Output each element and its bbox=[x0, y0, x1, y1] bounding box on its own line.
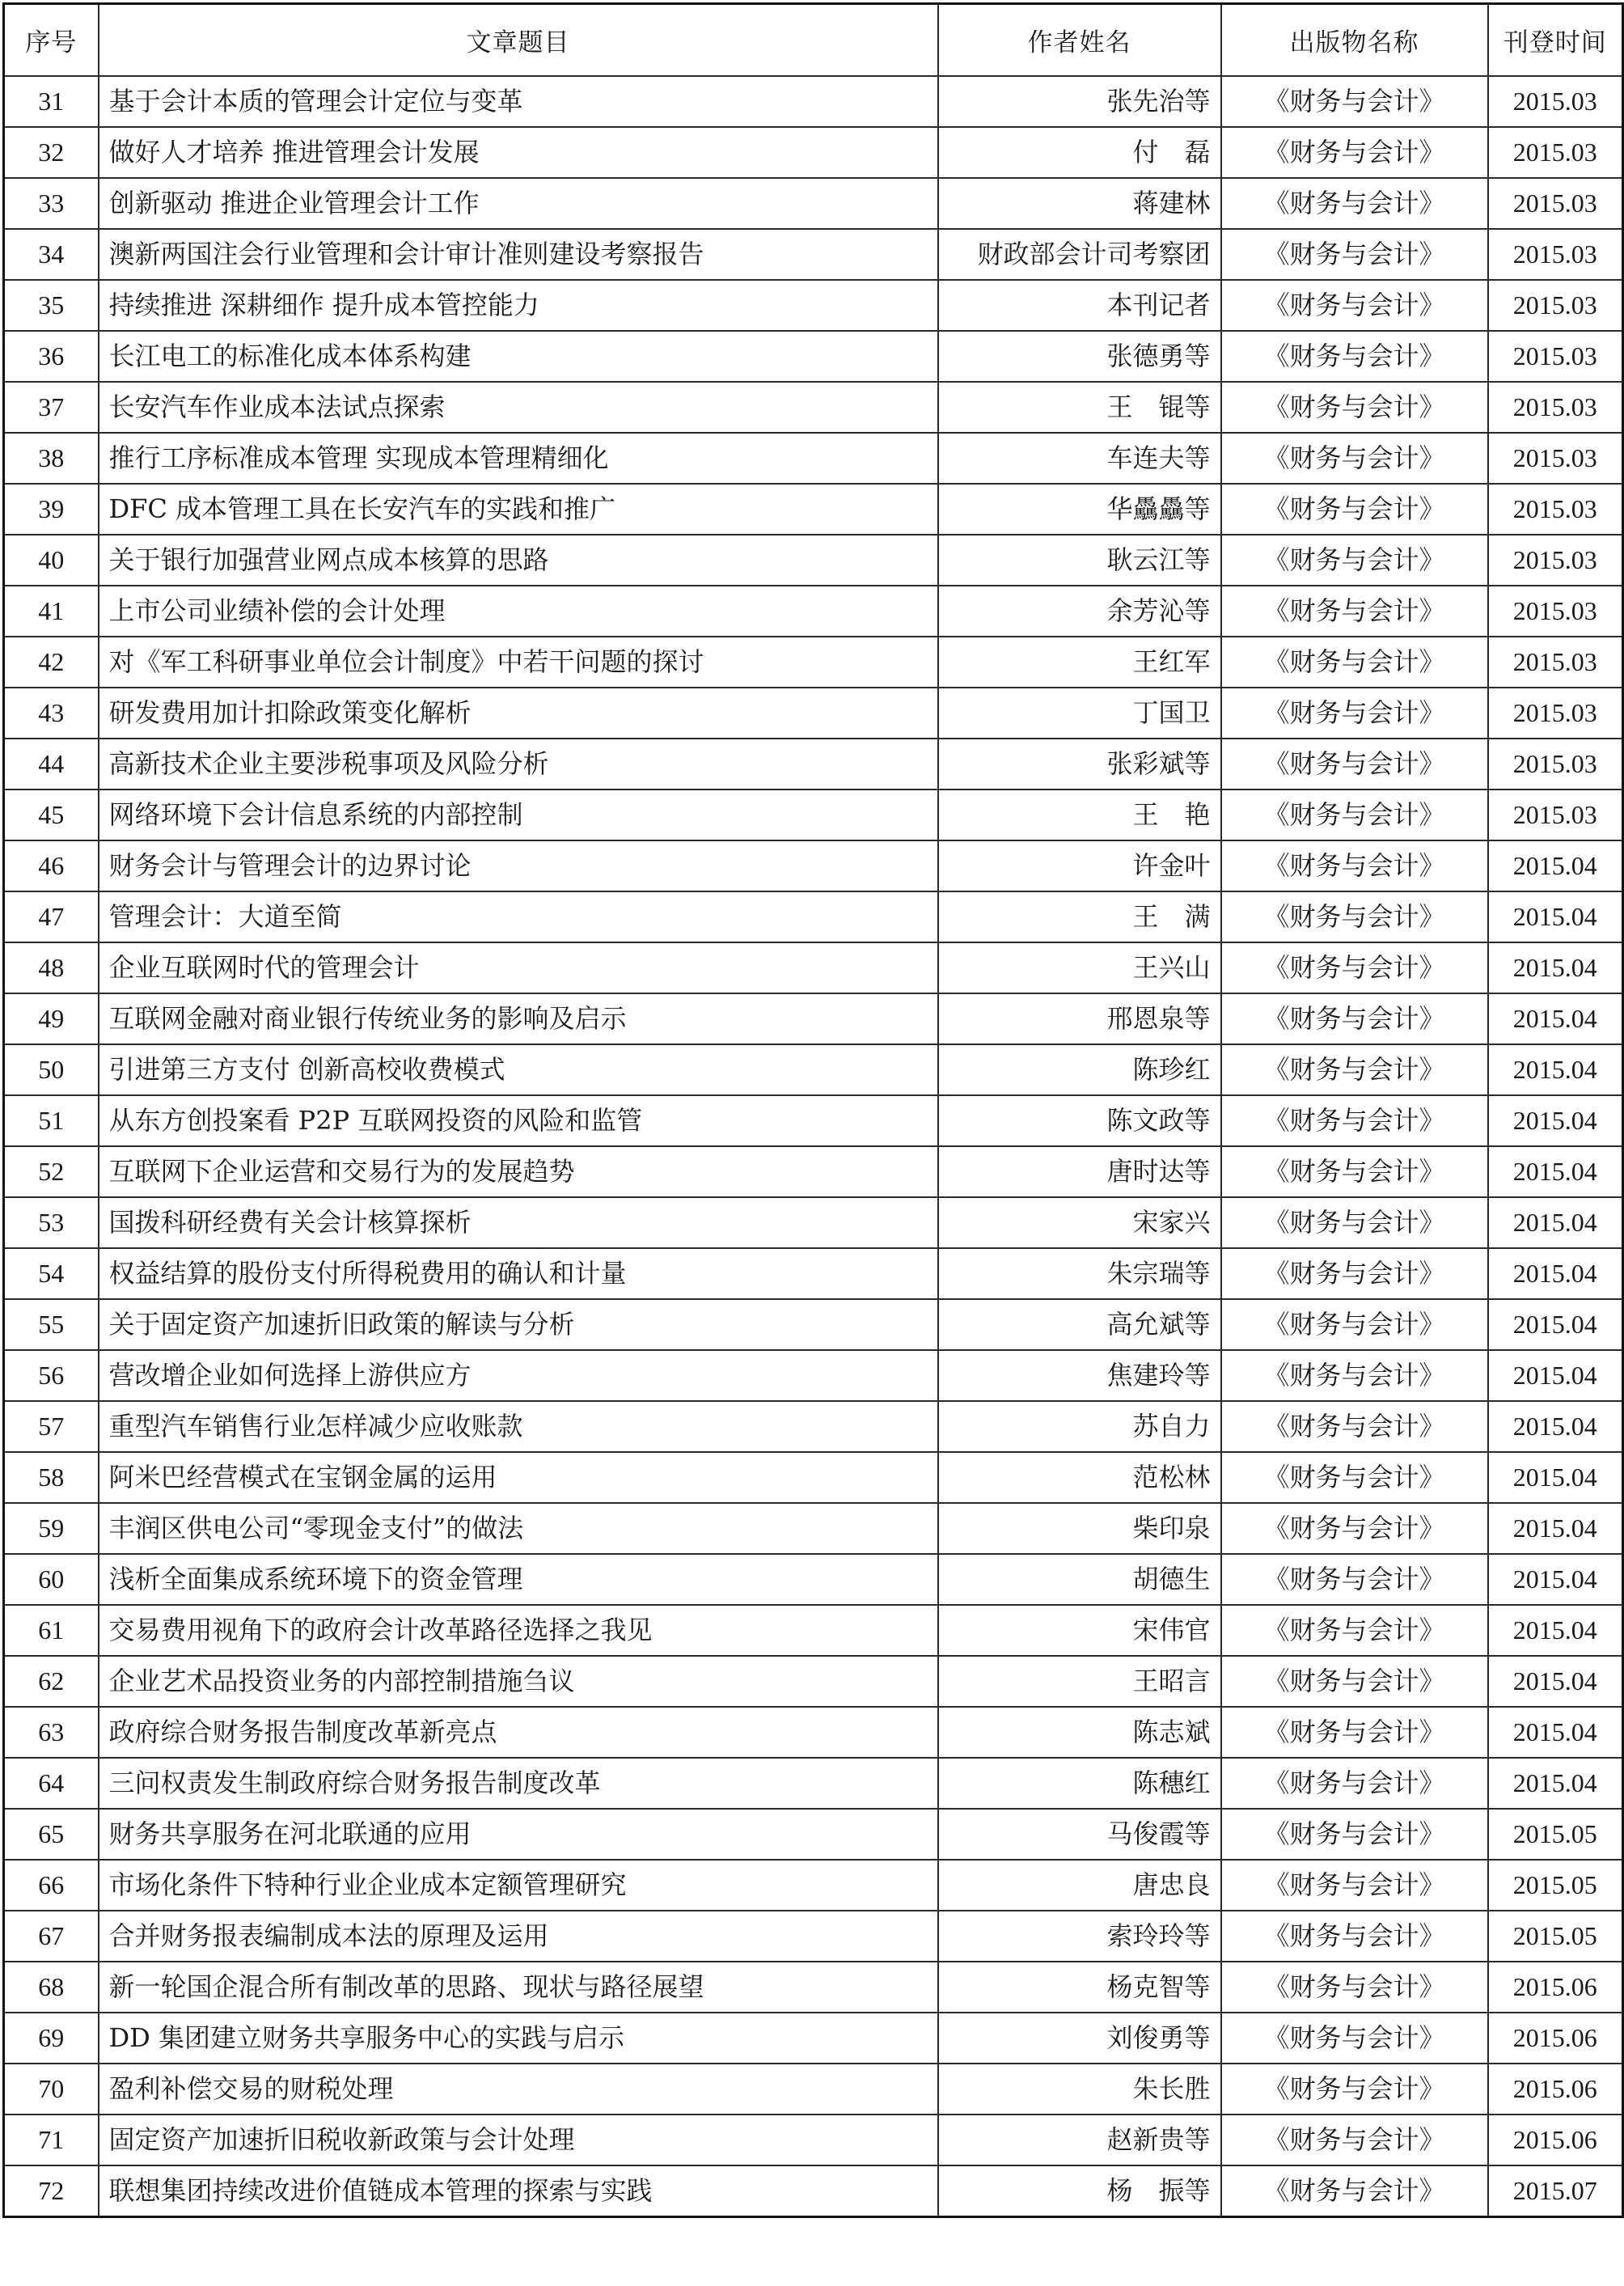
publication-name: 《财务与会计》 bbox=[1221, 1707, 1488, 1758]
publish-date: 2015.03 bbox=[1488, 331, 1623, 382]
row-number: 40 bbox=[4, 535, 99, 586]
row-number: 68 bbox=[4, 1962, 99, 2013]
article-table bbox=[2, 2, 1624, 2218]
row-number: 36 bbox=[4, 331, 99, 382]
row-number: 72 bbox=[4, 2165, 99, 2217]
author-name: 马俊霞等 bbox=[938, 1809, 1221, 1860]
author-name: 宋伟官 bbox=[938, 1605, 1221, 1656]
author-name: 赵新贵等 bbox=[938, 2115, 1221, 2165]
table-row bbox=[4, 2013, 1623, 2064]
publish-date: 2015.03 bbox=[1488, 790, 1623, 840]
publish-date: 2015.03 bbox=[1488, 127, 1623, 178]
row-number: 43 bbox=[4, 688, 99, 739]
author-name: 王红军 bbox=[938, 637, 1221, 688]
row-number: 53 bbox=[4, 1197, 99, 1248]
table-row bbox=[4, 76, 1623, 127]
article-title: 对《军工科研事业单位会计制度》中若干问题的探讨 bbox=[99, 637, 938, 688]
publish-date: 2015.04 bbox=[1488, 1044, 1623, 1095]
author-name: 杨 振等 bbox=[938, 2165, 1221, 2217]
table-row bbox=[4, 1350, 1623, 1401]
table-row bbox=[4, 433, 1623, 484]
author-name: 王昭言 bbox=[938, 1656, 1221, 1707]
publish-date: 2015.05 bbox=[1488, 1911, 1623, 1962]
article-title: 盈利补偿交易的财税处理 bbox=[99, 2064, 938, 2115]
publish-date: 2015.04 bbox=[1488, 1707, 1623, 1758]
article-title: 关于固定资产加速折旧政策的解读与分析 bbox=[99, 1299, 938, 1350]
article-title: 基于会计本质的管理会计定位与变革 bbox=[99, 76, 938, 127]
author-name: 耿云江等 bbox=[938, 535, 1221, 586]
row-number: 66 bbox=[4, 1860, 99, 1911]
article-title: 三问权责发生制政府综合财务报告制度改革 bbox=[99, 1758, 938, 1809]
publish-date: 2015.04 bbox=[1488, 1095, 1623, 1146]
publication-name: 《财务与会计》 bbox=[1221, 382, 1488, 433]
article-title: 国拨科研经费有关会计核算探析 bbox=[99, 1197, 938, 1248]
author-name: 张彩斌等 bbox=[938, 739, 1221, 790]
table-row bbox=[4, 790, 1623, 840]
row-number: 32 bbox=[4, 127, 99, 178]
table-row bbox=[4, 688, 1623, 739]
table-body bbox=[4, 76, 1623, 2217]
row-number: 59 bbox=[4, 1503, 99, 1554]
table-row bbox=[4, 1095, 1623, 1146]
author-name: 丁国卫 bbox=[938, 688, 1221, 739]
publication-name: 《财务与会计》 bbox=[1221, 1248, 1488, 1299]
author-name: 王兴山 bbox=[938, 942, 1221, 993]
table-row bbox=[4, 2115, 1623, 2165]
row-number: 41 bbox=[4, 586, 99, 637]
article-title: 政府综合财务报告制度改革新亮点 bbox=[99, 1707, 938, 1758]
publication-name: 《财务与会计》 bbox=[1221, 1350, 1488, 1401]
row-number: 60 bbox=[4, 1554, 99, 1605]
table-row bbox=[4, 2165, 1623, 2217]
row-number: 42 bbox=[4, 637, 99, 688]
table-row bbox=[4, 993, 1623, 1044]
table-row bbox=[4, 331, 1623, 382]
row-number: 62 bbox=[4, 1656, 99, 1707]
row-number: 54 bbox=[4, 1248, 99, 1299]
publication-name: 《财务与会计》 bbox=[1221, 1299, 1488, 1350]
publication-name: 《财务与会计》 bbox=[1221, 178, 1488, 229]
row-number: 33 bbox=[4, 178, 99, 229]
article-title: 阿米巴经营模式在宝钢金属的运用 bbox=[99, 1452, 938, 1503]
publish-date: 2015.05 bbox=[1488, 1860, 1623, 1911]
article-title: 澳新两国注会行业管理和会计审计准则建设考察报告 bbox=[99, 229, 938, 280]
row-number: 39 bbox=[4, 484, 99, 535]
publish-date: 2015.03 bbox=[1488, 586, 1623, 637]
publish-date: 2015.04 bbox=[1488, 993, 1623, 1044]
publication-name: 《财务与会计》 bbox=[1221, 2064, 1488, 2115]
article-title: 长江电工的标准化成本体系构建 bbox=[99, 331, 938, 382]
article-title: 高新技术企业主要涉税事项及风险分析 bbox=[99, 739, 938, 790]
author-name: 唐时达等 bbox=[938, 1146, 1221, 1197]
article-title: 网络环境下会计信息系统的内部控制 bbox=[99, 790, 938, 840]
article-title: DD 集团建立财务共享服务中心的实践与启示 bbox=[99, 2013, 938, 2064]
table-row bbox=[4, 1656, 1623, 1707]
table-row bbox=[4, 637, 1623, 688]
table-header bbox=[4, 4, 1623, 77]
article-title: 创新驱动 推进企业管理会计工作 bbox=[99, 178, 938, 229]
row-number: 58 bbox=[4, 1452, 99, 1503]
table-row bbox=[4, 840, 1623, 891]
article-title: 互联网下企业运营和交易行为的发展趋势 bbox=[99, 1146, 938, 1197]
author-name: 宋家兴 bbox=[938, 1197, 1221, 1248]
publish-date: 2015.04 bbox=[1488, 1146, 1623, 1197]
col-header-publication: 出版物名称 bbox=[1221, 4, 1488, 77]
article-title: 从东方创投案看 P2P 互联网投资的风险和监管 bbox=[99, 1095, 938, 1146]
row-number: 37 bbox=[4, 382, 99, 433]
article-title: 关于银行加强营业网点成本核算的思路 bbox=[99, 535, 938, 586]
publish-date: 2015.04 bbox=[1488, 840, 1623, 891]
article-title: 浅析全面集成系统环境下的资金管理 bbox=[99, 1554, 938, 1605]
publication-name: 《财务与会计》 bbox=[1221, 1197, 1488, 1248]
author-name: 张德勇等 bbox=[938, 331, 1221, 382]
table-row bbox=[4, 1044, 1623, 1095]
publish-date: 2015.07 bbox=[1488, 2165, 1623, 2217]
table-row bbox=[4, 586, 1623, 637]
publish-date: 2015.06 bbox=[1488, 1962, 1623, 2013]
col-header-author: 作者姓名 bbox=[938, 4, 1221, 77]
publication-name: 《财务与会计》 bbox=[1221, 637, 1488, 688]
publication-name: 《财务与会计》 bbox=[1221, 1146, 1488, 1197]
publish-date: 2015.04 bbox=[1488, 1350, 1623, 1401]
publication-name: 《财务与会计》 bbox=[1221, 1503, 1488, 1554]
article-title: 引进第三方支付 创新高校收费模式 bbox=[99, 1044, 938, 1095]
author-name: 许金叶 bbox=[938, 840, 1221, 891]
article-title: DFC 成本管理工具在长安汽车的实践和推广 bbox=[99, 484, 938, 535]
publication-name: 《财务与会计》 bbox=[1221, 229, 1488, 280]
publish-date: 2015.04 bbox=[1488, 1299, 1623, 1350]
row-number: 46 bbox=[4, 840, 99, 891]
author-name: 余芳沁等 bbox=[938, 586, 1221, 637]
publication-name: 《财务与会计》 bbox=[1221, 433, 1488, 484]
publish-date: 2015.03 bbox=[1488, 76, 1623, 127]
author-name: 蒋建林 bbox=[938, 178, 1221, 229]
article-title: 合并财务报表编制成本法的原理及运用 bbox=[99, 1911, 938, 1962]
table-row bbox=[4, 1503, 1623, 1554]
publication-name: 《财务与会计》 bbox=[1221, 76, 1488, 127]
publish-date: 2015.03 bbox=[1488, 637, 1623, 688]
table-row bbox=[4, 1452, 1623, 1503]
publish-date: 2015.04 bbox=[1488, 1401, 1623, 1452]
row-number: 71 bbox=[4, 2115, 99, 2165]
row-number: 70 bbox=[4, 2064, 99, 2115]
publication-name: 《财务与会计》 bbox=[1221, 739, 1488, 790]
table-row bbox=[4, 1299, 1623, 1350]
row-number: 44 bbox=[4, 739, 99, 790]
publication-name: 《财务与会计》 bbox=[1221, 840, 1488, 891]
publication-name: 《财务与会计》 bbox=[1221, 586, 1488, 637]
row-number: 69 bbox=[4, 2013, 99, 2064]
table-row bbox=[4, 280, 1623, 331]
table-row bbox=[4, 1554, 1623, 1605]
author-name: 华驫驫等 bbox=[938, 484, 1221, 535]
table-row bbox=[4, 1758, 1623, 1809]
publication-name: 《财务与会计》 bbox=[1221, 484, 1488, 535]
author-name: 陈珍红 bbox=[938, 1044, 1221, 1095]
author-name: 焦建玲等 bbox=[938, 1350, 1221, 1401]
publication-name: 《财务与会计》 bbox=[1221, 331, 1488, 382]
author-name: 杨克智等 bbox=[938, 1962, 1221, 2013]
row-number: 31 bbox=[4, 76, 99, 127]
table-row bbox=[4, 1248, 1623, 1299]
publish-date: 2015.04 bbox=[1488, 891, 1623, 942]
table-row bbox=[4, 1401, 1623, 1452]
publish-date: 2015.06 bbox=[1488, 2115, 1623, 2165]
publish-date: 2015.03 bbox=[1488, 484, 1623, 535]
author-name: 付 磊 bbox=[938, 127, 1221, 178]
author-name: 王 满 bbox=[938, 891, 1221, 942]
author-name: 胡德生 bbox=[938, 1554, 1221, 1605]
publication-name: 《财务与会计》 bbox=[1221, 280, 1488, 331]
publish-date: 2015.06 bbox=[1488, 2064, 1623, 2115]
article-title: 财务共享服务在河北联通的应用 bbox=[99, 1809, 938, 1860]
publish-date: 2015.04 bbox=[1488, 1248, 1623, 1299]
row-number: 52 bbox=[4, 1146, 99, 1197]
row-number: 47 bbox=[4, 891, 99, 942]
publication-name: 《财务与会计》 bbox=[1221, 1401, 1488, 1452]
publish-date: 2015.03 bbox=[1488, 688, 1623, 739]
author-name: 刘俊勇等 bbox=[938, 2013, 1221, 2064]
article-title: 企业互联网时代的管理会计 bbox=[99, 942, 938, 993]
table-row bbox=[4, 1962, 1623, 2013]
publish-date: 2015.04 bbox=[1488, 1605, 1623, 1656]
author-name: 车连夫等 bbox=[938, 433, 1221, 484]
header-row bbox=[4, 4, 1623, 77]
row-number: 67 bbox=[4, 1911, 99, 1962]
publish-date: 2015.06 bbox=[1488, 2013, 1623, 2064]
publication-name: 《财务与会计》 bbox=[1221, 1452, 1488, 1503]
table-row bbox=[4, 1809, 1623, 1860]
row-number: 38 bbox=[4, 433, 99, 484]
publication-name: 《财务与会计》 bbox=[1221, 942, 1488, 993]
publication-name: 《财务与会计》 bbox=[1221, 2013, 1488, 2064]
publication-name: 《财务与会计》 bbox=[1221, 2115, 1488, 2165]
publication-name: 《财务与会计》 bbox=[1221, 1656, 1488, 1707]
publish-date: 2015.04 bbox=[1488, 1452, 1623, 1503]
article-title: 管理会计：大道至简 bbox=[99, 891, 938, 942]
author-name: 朱长胜 bbox=[938, 2064, 1221, 2115]
col-header-no: 序号 bbox=[4, 4, 99, 77]
author-name: 王 锟等 bbox=[938, 382, 1221, 433]
table-row bbox=[4, 1860, 1623, 1911]
row-number: 56 bbox=[4, 1350, 99, 1401]
author-name: 本刊记者 bbox=[938, 280, 1221, 331]
publish-date: 2015.03 bbox=[1488, 535, 1623, 586]
article-title: 交易费用视角下的政府会计改革路径选择之我见 bbox=[99, 1605, 938, 1656]
author-name: 王 艳 bbox=[938, 790, 1221, 840]
author-name: 苏自力 bbox=[938, 1401, 1221, 1452]
table-row bbox=[4, 127, 1623, 178]
publication-name: 《财务与会计》 bbox=[1221, 2165, 1488, 2217]
row-number: 61 bbox=[4, 1605, 99, 1656]
row-number: 63 bbox=[4, 1707, 99, 1758]
table-row bbox=[4, 891, 1623, 942]
publication-name: 《财务与会计》 bbox=[1221, 1758, 1488, 1809]
row-number: 57 bbox=[4, 1401, 99, 1452]
publish-date: 2015.05 bbox=[1488, 1809, 1623, 1860]
publish-date: 2015.03 bbox=[1488, 229, 1623, 280]
article-title: 权益结算的股份支付所得税费用的确认和计量 bbox=[99, 1248, 938, 1299]
publish-date: 2015.03 bbox=[1488, 382, 1623, 433]
author-name: 张先治等 bbox=[938, 76, 1221, 127]
table-row bbox=[4, 1911, 1623, 1962]
author-name: 邢恩泉等 bbox=[938, 993, 1221, 1044]
publication-name: 《财务与会计》 bbox=[1221, 688, 1488, 739]
table-row bbox=[4, 484, 1623, 535]
article-title: 做好人才培养 推进管理会计发展 bbox=[99, 127, 938, 178]
article-title: 财务会计与管理会计的边界讨论 bbox=[99, 840, 938, 891]
publication-name: 《财务与会计》 bbox=[1221, 535, 1488, 586]
author-name: 索玲玲等 bbox=[938, 1911, 1221, 1962]
publication-name: 《财务与会计》 bbox=[1221, 1554, 1488, 1605]
publication-name: 《财务与会计》 bbox=[1221, 1860, 1488, 1911]
publication-name: 《财务与会计》 bbox=[1221, 1911, 1488, 1962]
publication-name: 《财务与会计》 bbox=[1221, 790, 1488, 840]
article-title: 研发费用加计扣除政策变化解析 bbox=[99, 688, 938, 739]
publish-date: 2015.03 bbox=[1488, 178, 1623, 229]
article-title: 营改增企业如何选择上游供应方 bbox=[99, 1350, 938, 1401]
table-row bbox=[4, 535, 1623, 586]
table-row bbox=[4, 178, 1623, 229]
publication-name: 《财务与会计》 bbox=[1221, 127, 1488, 178]
row-number: 35 bbox=[4, 280, 99, 331]
article-title: 企业艺术品投资业务的内部控制措施刍议 bbox=[99, 1656, 938, 1707]
table-row bbox=[4, 2064, 1623, 2115]
publication-name: 《财务与会计》 bbox=[1221, 1605, 1488, 1656]
author-name: 朱宗瑞等 bbox=[938, 1248, 1221, 1299]
publication-name: 《财务与会计》 bbox=[1221, 1095, 1488, 1146]
article-title: 长安汽车作业成本法试点探索 bbox=[99, 382, 938, 433]
table-row bbox=[4, 382, 1623, 433]
author-name: 财政部会计司考察团 bbox=[938, 229, 1221, 280]
publish-date: 2015.04 bbox=[1488, 942, 1623, 993]
publish-date: 2015.03 bbox=[1488, 280, 1623, 331]
table-row bbox=[4, 229, 1623, 280]
publication-name: 《财务与会计》 bbox=[1221, 1809, 1488, 1860]
article-title: 丰润区供电公司“零现金支付”的做法 bbox=[99, 1503, 938, 1554]
article-title: 持续推进 深耕细作 提升成本管控能力 bbox=[99, 280, 938, 331]
table-row bbox=[4, 1707, 1623, 1758]
author-name: 陈穗红 bbox=[938, 1758, 1221, 1809]
article-title: 互联网金融对商业银行传统业务的影响及启示 bbox=[99, 993, 938, 1044]
row-number: 34 bbox=[4, 229, 99, 280]
author-name: 唐忠良 bbox=[938, 1860, 1221, 1911]
article-title: 推行工序标准成本管理 实现成本管理精细化 bbox=[99, 433, 938, 484]
article-title: 固定资产加速折旧税收新政策与会计处理 bbox=[99, 2115, 938, 2165]
article-title: 市场化条件下特种行业企业成本定额管理研究 bbox=[99, 1860, 938, 1911]
row-number: 65 bbox=[4, 1809, 99, 1860]
row-number: 49 bbox=[4, 993, 99, 1044]
publish-date: 2015.03 bbox=[1488, 739, 1623, 790]
author-name: 高允斌等 bbox=[938, 1299, 1221, 1350]
table-row bbox=[4, 739, 1623, 790]
table-row bbox=[4, 1197, 1623, 1248]
article-title: 重型汽车销售行业怎样减少应收账款 bbox=[99, 1401, 938, 1452]
publish-date: 2015.04 bbox=[1488, 1554, 1623, 1605]
row-number: 64 bbox=[4, 1758, 99, 1809]
table-row bbox=[4, 1146, 1623, 1197]
author-name: 柴印泉 bbox=[938, 1503, 1221, 1554]
article-title: 新一轮国企混合所有制改革的思路、现状与路径展望 bbox=[99, 1962, 938, 2013]
table-row bbox=[4, 1605, 1623, 1656]
row-number: 45 bbox=[4, 790, 99, 840]
row-number: 50 bbox=[4, 1044, 99, 1095]
row-number: 48 bbox=[4, 942, 99, 993]
publish-date: 2015.04 bbox=[1488, 1758, 1623, 1809]
col-header-title: 文章题目 bbox=[99, 4, 938, 77]
publication-name: 《财务与会计》 bbox=[1221, 891, 1488, 942]
author-name: 陈文政等 bbox=[938, 1095, 1221, 1146]
publication-name: 《财务与会计》 bbox=[1221, 1962, 1488, 2013]
publication-name: 《财务与会计》 bbox=[1221, 1044, 1488, 1095]
author-name: 陈志斌 bbox=[938, 1707, 1221, 1758]
row-number: 55 bbox=[4, 1299, 99, 1350]
article-title: 上市公司业绩补偿的会计处理 bbox=[99, 586, 938, 637]
row-number: 51 bbox=[4, 1095, 99, 1146]
publish-date: 2015.03 bbox=[1488, 433, 1623, 484]
article-title: 联想集团持续改进价值链成本管理的探索与实践 bbox=[99, 2165, 938, 2217]
author-name: 范松林 bbox=[938, 1452, 1221, 1503]
publish-date: 2015.04 bbox=[1488, 1197, 1623, 1248]
publish-date: 2015.04 bbox=[1488, 1503, 1623, 1554]
publish-date: 2015.04 bbox=[1488, 1656, 1623, 1707]
col-header-date: 刊登时间 bbox=[1488, 4, 1623, 77]
publication-name: 《财务与会计》 bbox=[1221, 993, 1488, 1044]
table-row bbox=[4, 942, 1623, 993]
